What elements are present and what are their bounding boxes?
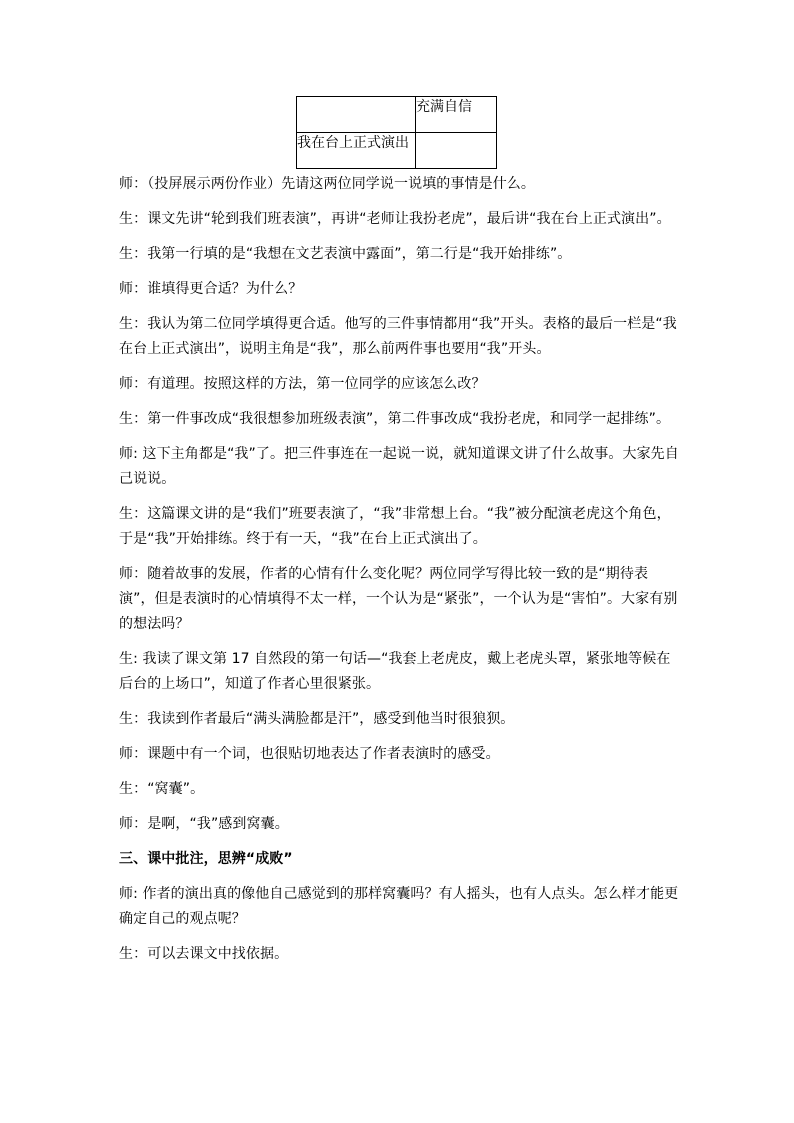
fill-in-table: [296, 96, 497, 169]
section-heading: 三、课中批注，思辨“成败”: [119, 851, 293, 867]
dialogue-paragraph: 生：我读到作者最后“满头满脸都是汗”，感受到他当时很狼狈。: [119, 711, 515, 727]
table-row: [297, 133, 497, 169]
dialogue-paragraph: 生：这篇课文讲的是“我们”班要表演了，“我”非常想上台。“我”被分配演老虎这个角色，于是“我”开始排练。终于有一天，“我”在台上正式演出了。: [119, 506, 671, 547]
dialogue-content: [119, 172, 679, 977]
dialogue-paragraph: 生：我认为第二位同学填得更合适。他写的三件事情都用“我”开头。表格的最后一栏是“我在台上正式演出”，说明主角是“我”，那么前两件事也要用“我”开头。: [119, 316, 677, 357]
dialogue-paragraph: 师：随着故事的发展，作者的心情有什么变化呢？两位同学写得比较一致的是“期待表演”，但是表演时的心情填得不太一样，一个认为是“紧张”，一个认为是“害怕”。大家有别的想法吗？: [119, 566, 678, 632]
dialogue-paragraph: 师：有道理。按照这样的方法，第一位同学的应该怎么改？: [119, 376, 486, 392]
table-cell: 充满自信: [416, 97, 497, 133]
table-cell: [297, 97, 416, 133]
table-cell: 我在台上正式演出: [297, 133, 416, 169]
dialogue-paragraph: 生：课文先讲“轮到我们班表演”，再讲“老师让我扮老虎”，最后讲“我在台上正式演出”。: [119, 211, 671, 227]
dialogue-paragraph: 师: 这下主角都是“我”了。把三件事连在一起说一说，就知道课文讲了什么故事。大家先自己说说。: [119, 446, 679, 487]
dialogue-paragraph: 师: 作者的演出真的像他自己感觉到的那样窝囊吗？有人摇头，也有人点头。怎么样才能更确定自己的观点呢？: [119, 886, 679, 927]
dialogue-paragraph: 师：是啊，“我”感到窝囊。: [119, 816, 289, 832]
table-cell: [416, 133, 497, 169]
dialogue-paragraph: 生: 我读了课文第 17 自然段的第一句话—“我套上老虎皮，戴上老虎头罩，紧张地等候在后台的上场口”，知道了作者心里很紧张。: [119, 651, 671, 692]
table-row: [297, 97, 497, 133]
dialogue-paragraph: 生：可以去课文中找依据。: [119, 946, 289, 962]
dialogue-paragraph: 师：谁填得更合适？为什么？: [119, 281, 303, 297]
dialogue-paragraph: 生：我第一行填的是“我想在文艺表演中露面”，第二行是“我开始排练”。: [119, 246, 572, 262]
dialogue-paragraph: 师：（投屏展示两份作业）先请这两位同学说一说填的事情是什么。: [119, 176, 535, 192]
dialogue-paragraph: 生：“窝囊”。: [119, 781, 205, 797]
dialogue-paragraph: 师：课题中有一个词，也很贴切地表达了作者表演时的感受。: [119, 746, 500, 762]
dialogue-paragraph: 生：第一件事改成“我很想参加班级表演”，第二件事改成“我扮老虎，和同学一起排练”。: [119, 411, 671, 427]
